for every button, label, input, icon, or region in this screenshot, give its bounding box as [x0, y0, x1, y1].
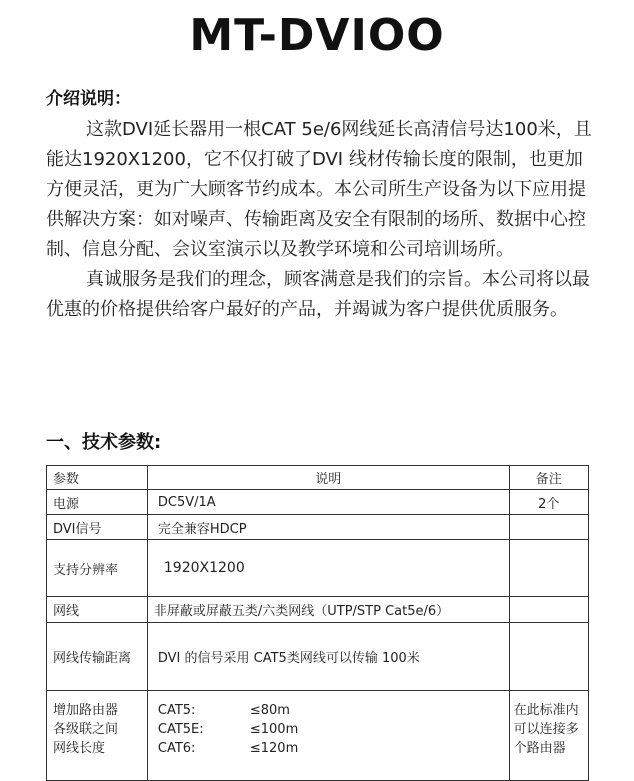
- cell-param: DVI信号: [47, 515, 148, 540]
- document-title: MT-DVIOO: [189, 10, 445, 61]
- cell-note: [509, 540, 588, 597]
- table-row: [47, 623, 589, 691]
- note-line: 可以连接多: [513, 722, 579, 737]
- cell-desc: [147, 691, 509, 781]
- intro-heading: 介绍说明：: [46, 89, 131, 109]
- note-line: 在此标准内: [513, 703, 579, 718]
- cell-desc: 完全兼容HDCP: [147, 515, 509, 540]
- spec-table: [46, 465, 589, 781]
- table-row: [47, 597, 589, 623]
- tier-type: CAT5E:: [157, 722, 204, 737]
- param-line: 各级联之间: [53, 722, 119, 737]
- cell-param: [47, 691, 148, 781]
- spec-heading: 一、技术参数:: [46, 432, 162, 453]
- tier-row: [158, 701, 503, 720]
- note-line: 个路由器: [513, 741, 566, 756]
- cell-note: 2个: [509, 490, 588, 515]
- cell-note: [509, 515, 588, 540]
- cell-desc: 1920X1200: [147, 540, 509, 597]
- cell-param: 网线: [47, 597, 148, 623]
- intro-paragraph-2: 真诚服务是我们的理念，顾客满意是我们的宗旨。本公司将以最优惠的价格提供给客户最好的产品，并竭诚为客户提供优质服务。: [46, 269, 590, 320]
- table-row-router: [47, 691, 589, 781]
- cell-param: 网线传输距离: [47, 623, 148, 691]
- tier-length: ≤100m: [249, 722, 299, 737]
- table-row: [47, 490, 589, 515]
- tier-type: CAT5:: [157, 703, 196, 718]
- param-line: 增加路由器: [53, 703, 119, 718]
- tier-row: [158, 739, 503, 758]
- header-note: 备注: [509, 466, 588, 490]
- cell-desc: DVI 的信号采用 CAT5类网线可以传输 100米: [147, 623, 509, 691]
- cell-note: [509, 623, 588, 691]
- cell-desc: DC5V/1A: [147, 490, 509, 515]
- tier-type: CAT6:: [157, 741, 196, 756]
- table-header-row: [47, 466, 589, 490]
- cell-desc: 非屏蔽或屏蔽五类/六类网线（UTP/STP Cat5e/6）: [147, 597, 509, 623]
- header-desc: 说明: [147, 466, 509, 490]
- intro-body: [46, 115, 596, 325]
- intro-paragraph-1: 这款DVI延长器用一根CAT 5e/6网线延长高清信号达100米，且能达1920X1200，它不仅打破了DVI 线材传输长度的限制，也更加方便灵活，更为广大顾客节约成本。本公司所生产设备为以下应用提供解决方案：如对噪声、传输距离及安全有限制的场所、数据中心控制、信息分配、会议室演示以及教学环境和公司培训场所。: [46, 119, 592, 260]
- tier-row: [158, 720, 503, 739]
- tier-length: ≤120m: [249, 741, 299, 756]
- cell-note: [509, 691, 588, 781]
- cell-note: [509, 597, 588, 623]
- header-param: 参数: [47, 466, 148, 490]
- tier-length: ≤80m: [249, 703, 290, 718]
- table-row: [47, 540, 589, 597]
- param-line: 网线长度: [53, 741, 106, 756]
- cell-param: 支持分辨率: [47, 540, 148, 597]
- cell-param: 电源: [47, 490, 148, 515]
- table-row: [47, 515, 589, 540]
